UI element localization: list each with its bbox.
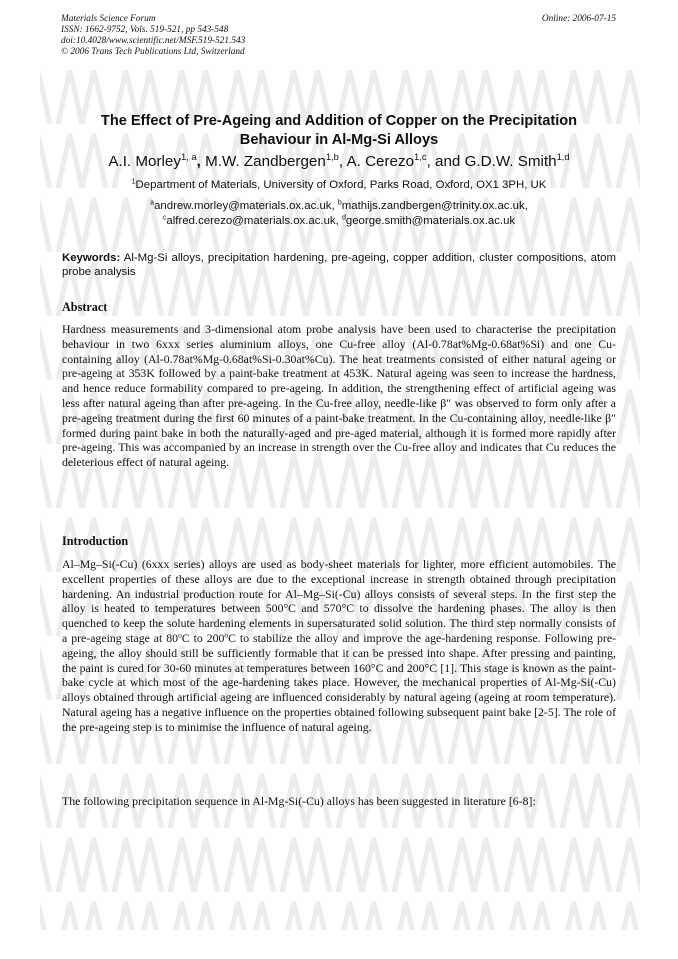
author-affiliation-mark: 1,b	[325, 151, 339, 163]
abstract-heading: Abstract	[62, 300, 108, 314]
email-list	[40, 199, 638, 229]
paper-title-line-2: Behaviour in Al-Mg-Si Alloys	[239, 132, 439, 148]
author-name: G.D.W. Smith	[464, 153, 557, 170]
paper-title-line-1: The Effect of Pre-Ageing and Addition of Copper on the Precipitation	[100, 113, 578, 129]
journal-copyright: © 2006 Trans Tech Publications Ltd, Switzerland	[61, 47, 245, 57]
keywords	[62, 251, 616, 279]
introduction-last-line: The following precipitation sequence in Al-Mg-Si(-Cu) alloys has been suggested in literature [6-8]:	[62, 794, 536, 808]
introduction-body	[62, 557, 616, 735]
journal-name: Materials Science Forum	[61, 14, 156, 24]
author-separator: ,	[338, 153, 347, 170]
introduction-heading: Introduction	[62, 534, 129, 548]
keywords-label: Keywords:	[62, 252, 121, 264]
affiliation-mark: 1	[131, 178, 136, 186]
degree-mark: o	[178, 630, 182, 640]
degree-mark: o	[224, 630, 229, 640]
journal-header	[61, 14, 245, 58]
abstract-body: Hardness measurements and 3-dimensional atom probe analysis have been used to characterise the precipitation behaviour in two 6xxx series aluminium alloys, one Cu-free alloy (Al-0.78at%Mg-0.68at%Si) and one Cu-containing alloy (Al-0.78at%Mg-0.68at%Si-0.30at%Cu). The heat treatments consisted of either natural ageing or pre-ageing at 353K followed by a paint-bake treatment at 453K. Natural ageing was seen to increase the hardness, and hence reduce formability compared to pre-ageing. In addition, the strengthening effect of artificial ageing was less after natural ageing than after pre-ageing. In the Cu-free alloy, needle-like β″ was observed to form only after a pre-ageing treatment during the first 60 minutes of a paint-bake treatment. In the Cu-containing alloy, needle-like β″ formed during paint bake in both the naturally-aged and pre-aged material, although it is formed more rapidly after pre-ageing. This was accompanied by an increase in strength over the Cu-free alloy and indicates that Cu reduces the deleterious effect of natural ageing.	[62, 322, 616, 470]
email-mark: a	[150, 199, 155, 207]
email-mark: d	[341, 214, 346, 222]
author-affiliation-mark: 1,c	[414, 151, 427, 163]
email-mark: c	[162, 214, 167, 222]
author-name: A. Cerezo	[346, 153, 415, 170]
author-name: M.W. Zandbergen	[205, 153, 326, 170]
introduction-text: Al–Mg–Si(-Cu) (6xxx series) alloys are used as body-sheet materials for lighter, more efficient automobiles. The excellent properties of these alloys are due to the exceptional increase in strength obtained through precipitation hardening. An industrial production route for Al–Mg–Si(-Cu) alloys consists of several steps. In the first step the alloy is heated to temperatures between 500°C and 570°C to dissolve the hardening phases. The alloy is then quenched to keep the solute hardening elements in supersaturated solid solution. The third step normally consists of a pre-ageing stage at 80	[62, 557, 616, 645]
email-mark: b	[337, 199, 342, 207]
email-address[interactable]: andrew.morley@materials.ox.ac.uk,	[154, 200, 338, 212]
introduction-text: C to stabilize the alloy and improve the age-hardening response. Following pre-ageing, the alloy should still be sufficiently formable that it can be pressed into shape. After pressing and painting, the paint is cured for 30-60 minutes at temperatures between 160°C and 200°C [1]. This stage is known as the paint-bake cycle at which most of the age-hardening takes place. However, the mechanical properties of Al-Mg-Si(-Cu) alloys obtained through artificial ageing are influenced considerably by natural ageing (ageing at room temperature). Natural ageing has a negative influence on the properties obtained following subsequent paint bake [2-5]. The role of the pre-ageing step is to minimise the influence of natural ageing.	[62, 630, 616, 734]
affiliation-text: Department of Materials, University of Oxford, Parks Road, Oxford, OX1 3PH, UK	[135, 179, 547, 191]
author-affiliation-mark: 1, a	[180, 151, 197, 163]
author-separator: , and	[426, 153, 465, 170]
author-name: A.I. Morley	[108, 153, 181, 170]
journal-issn: ISSN: 1662-9752, Vols. 519-521, pp 543-548	[61, 25, 229, 35]
author-affiliation-mark: 1,d	[556, 151, 570, 163]
author-list	[40, 152, 638, 172]
author-separator: ,	[196, 153, 206, 170]
journal-doi: doi:10.4028/www.scientific.net/MSF.519-521.543	[61, 36, 246, 46]
paper-title	[50, 112, 628, 150]
email-address[interactable]: george.smith@materials.ox.ac.uk	[345, 215, 516, 227]
online-date: Online: 2006-07-15	[541, 14, 616, 24]
affiliation	[40, 178, 638, 193]
email-address[interactable]: mathijs.zandbergen@trinity.ox.ac.uk,	[341, 200, 528, 212]
keywords-text: Al-Mg-Si alloys, precipitation hardening, pre-ageing, copper addition, cluster compositions, atom probe analysis	[62, 252, 617, 278]
introduction-text: C to 200	[181, 630, 225, 645]
email-address[interactable]: alfred.cerezo@materials.ox.ac.uk,	[166, 215, 342, 227]
